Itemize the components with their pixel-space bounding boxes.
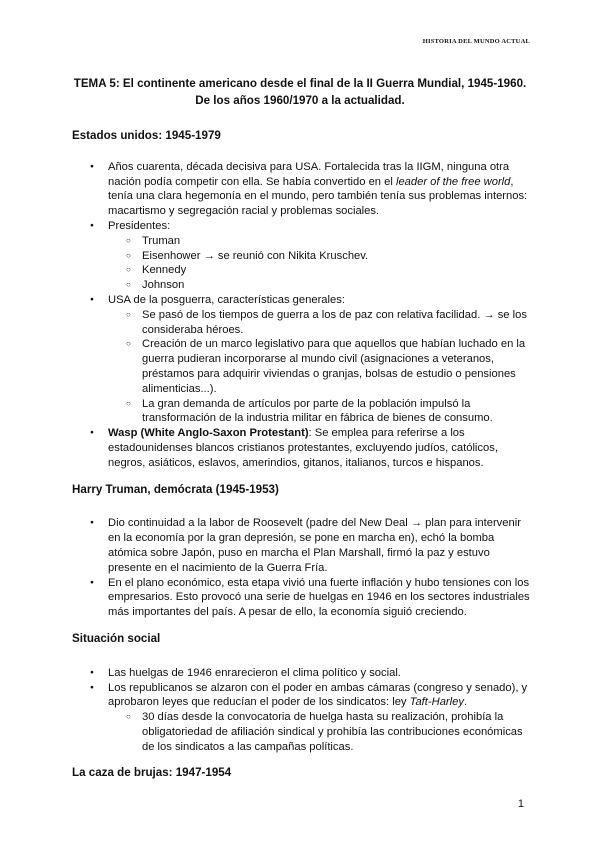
list-item: ● En el plano económico, esta etapa vivió una fuerte inflación y hubo tensiones con los empresarios. Esto provocó una serie de huelgas en 1946 en los sectores industriales más importantes del país. A pesar de ello, la economía siguió creciendo. (72, 576, 532, 620)
text: Los republicanos se alzaron con el poder en ambas cámaras (congreso y senado), y aprobaron leyes que reducían el poder de los sindicatos: ley (108, 681, 528, 709)
text: USA de la posguerra, características generales: (108, 293, 345, 306)
list-item (72, 681, 532, 755)
text: . (463, 696, 468, 709)
list-item: ○ Johnson (106, 278, 532, 293)
bullet-list (72, 666, 532, 755)
section-heading-caza-de-brujas: La caza de brujas: 1947-1954 (72, 766, 232, 780)
page-number: 1 (517, 798, 524, 810)
document-body (72, 129, 532, 795)
bullet-list (72, 516, 532, 620)
list-item: ○ La gran demanda de artículos por parte de la población impulsó la transformación de la industria militar en fábrica de bienes de consumo. (106, 397, 532, 427)
text: Años cuarenta, década decisiva para USA. Fortalecida tras la IIGM, ninguna otra nación podía competir con ella. Se había convertido en el (108, 160, 510, 188)
list-item: ● Dio continuidad a la labor de Roosevelt (padre del New Deal → plan para intervenir en la economía por la gran depresión, se pone en marcha en), echó la bomba atómica sobre Japón, puso en marcha el Plan Marshall, firmó la paz y estuvo presente en el nacimiento de la Guerra Fría. (72, 516, 532, 575)
list-item: ○ Creación de un marco legislativo para que aquellos que habían luchado en la guerra pudieran incorporarse al mundo civil (asignaciones a veteranos, préstamos para adquirir viviendas o granjas, bolsas de estudio o pensiones alimenticias...). (106, 337, 532, 396)
running-header: HISTORIA DEL MUNDO ACTUAL (422, 38, 530, 45)
section-heading-estados-unidos: Estados unidos: 1945-1979 (72, 129, 221, 142)
section-heading-situacion-social: Situación social (72, 631, 161, 645)
text: : Se emplea para referirse a los estadounidenses blancos cristianos protestantes, excluyendo judíos, católicos, negros, asiáticos, eslavos, amerindios, gitanos, italianos, turcos e hispanos. (108, 427, 498, 469)
list-item (72, 426, 532, 470)
list-item (72, 160, 532, 219)
list-item: ○ Kennedy (106, 263, 532, 278)
text: , tenía una clara hegemonía en el mundo, pero también tenía sus problemas internos: macartismo y segregación racial y problemas sociales. (108, 175, 528, 218)
text: Presidentes: (108, 219, 171, 232)
italic-text: Taft-Harley (409, 696, 464, 709)
list-item (72, 219, 532, 293)
list-item (72, 293, 532, 426)
sub-list-presidents (106, 234, 532, 293)
list-item: ○ 30 días desde la convocatoria de huelga hasta su realización, prohibía la obligatoriedad de afiliación sindical y prohibía las contribuciones económicas de los sindicatos a las campañas políticas. (106, 710, 532, 754)
list-item: ○ Eisenhower → se reunió con Nikita Kruschev. (106, 249, 532, 264)
section-heading-truman: Harry Truman, demócrata (1945-1953) (72, 482, 279, 496)
document-title: TEMA 5: El continente americano desde el final de la II Guerra Mundial, 1945-1960. De los años 1960/1970 a la actualidad. (73, 77, 527, 107)
italic-text: leader of the free world (395, 175, 511, 188)
list-item: ○ Se pasó de los tiempos de guerra a los de paz con relativa facilidad. → se los consideraba héroes. (106, 308, 532, 338)
bold-term: Wasp (White Anglo-Saxon Protestant) (108, 427, 309, 440)
list-item: ● Las huelgas de 1946 enrarecieron el clima político y social. (72, 666, 532, 681)
sub-list-characteristics (106, 308, 532, 426)
bullet-list (72, 160, 532, 471)
list-item: ○ Truman (106, 234, 532, 249)
sub-list (106, 710, 532, 754)
